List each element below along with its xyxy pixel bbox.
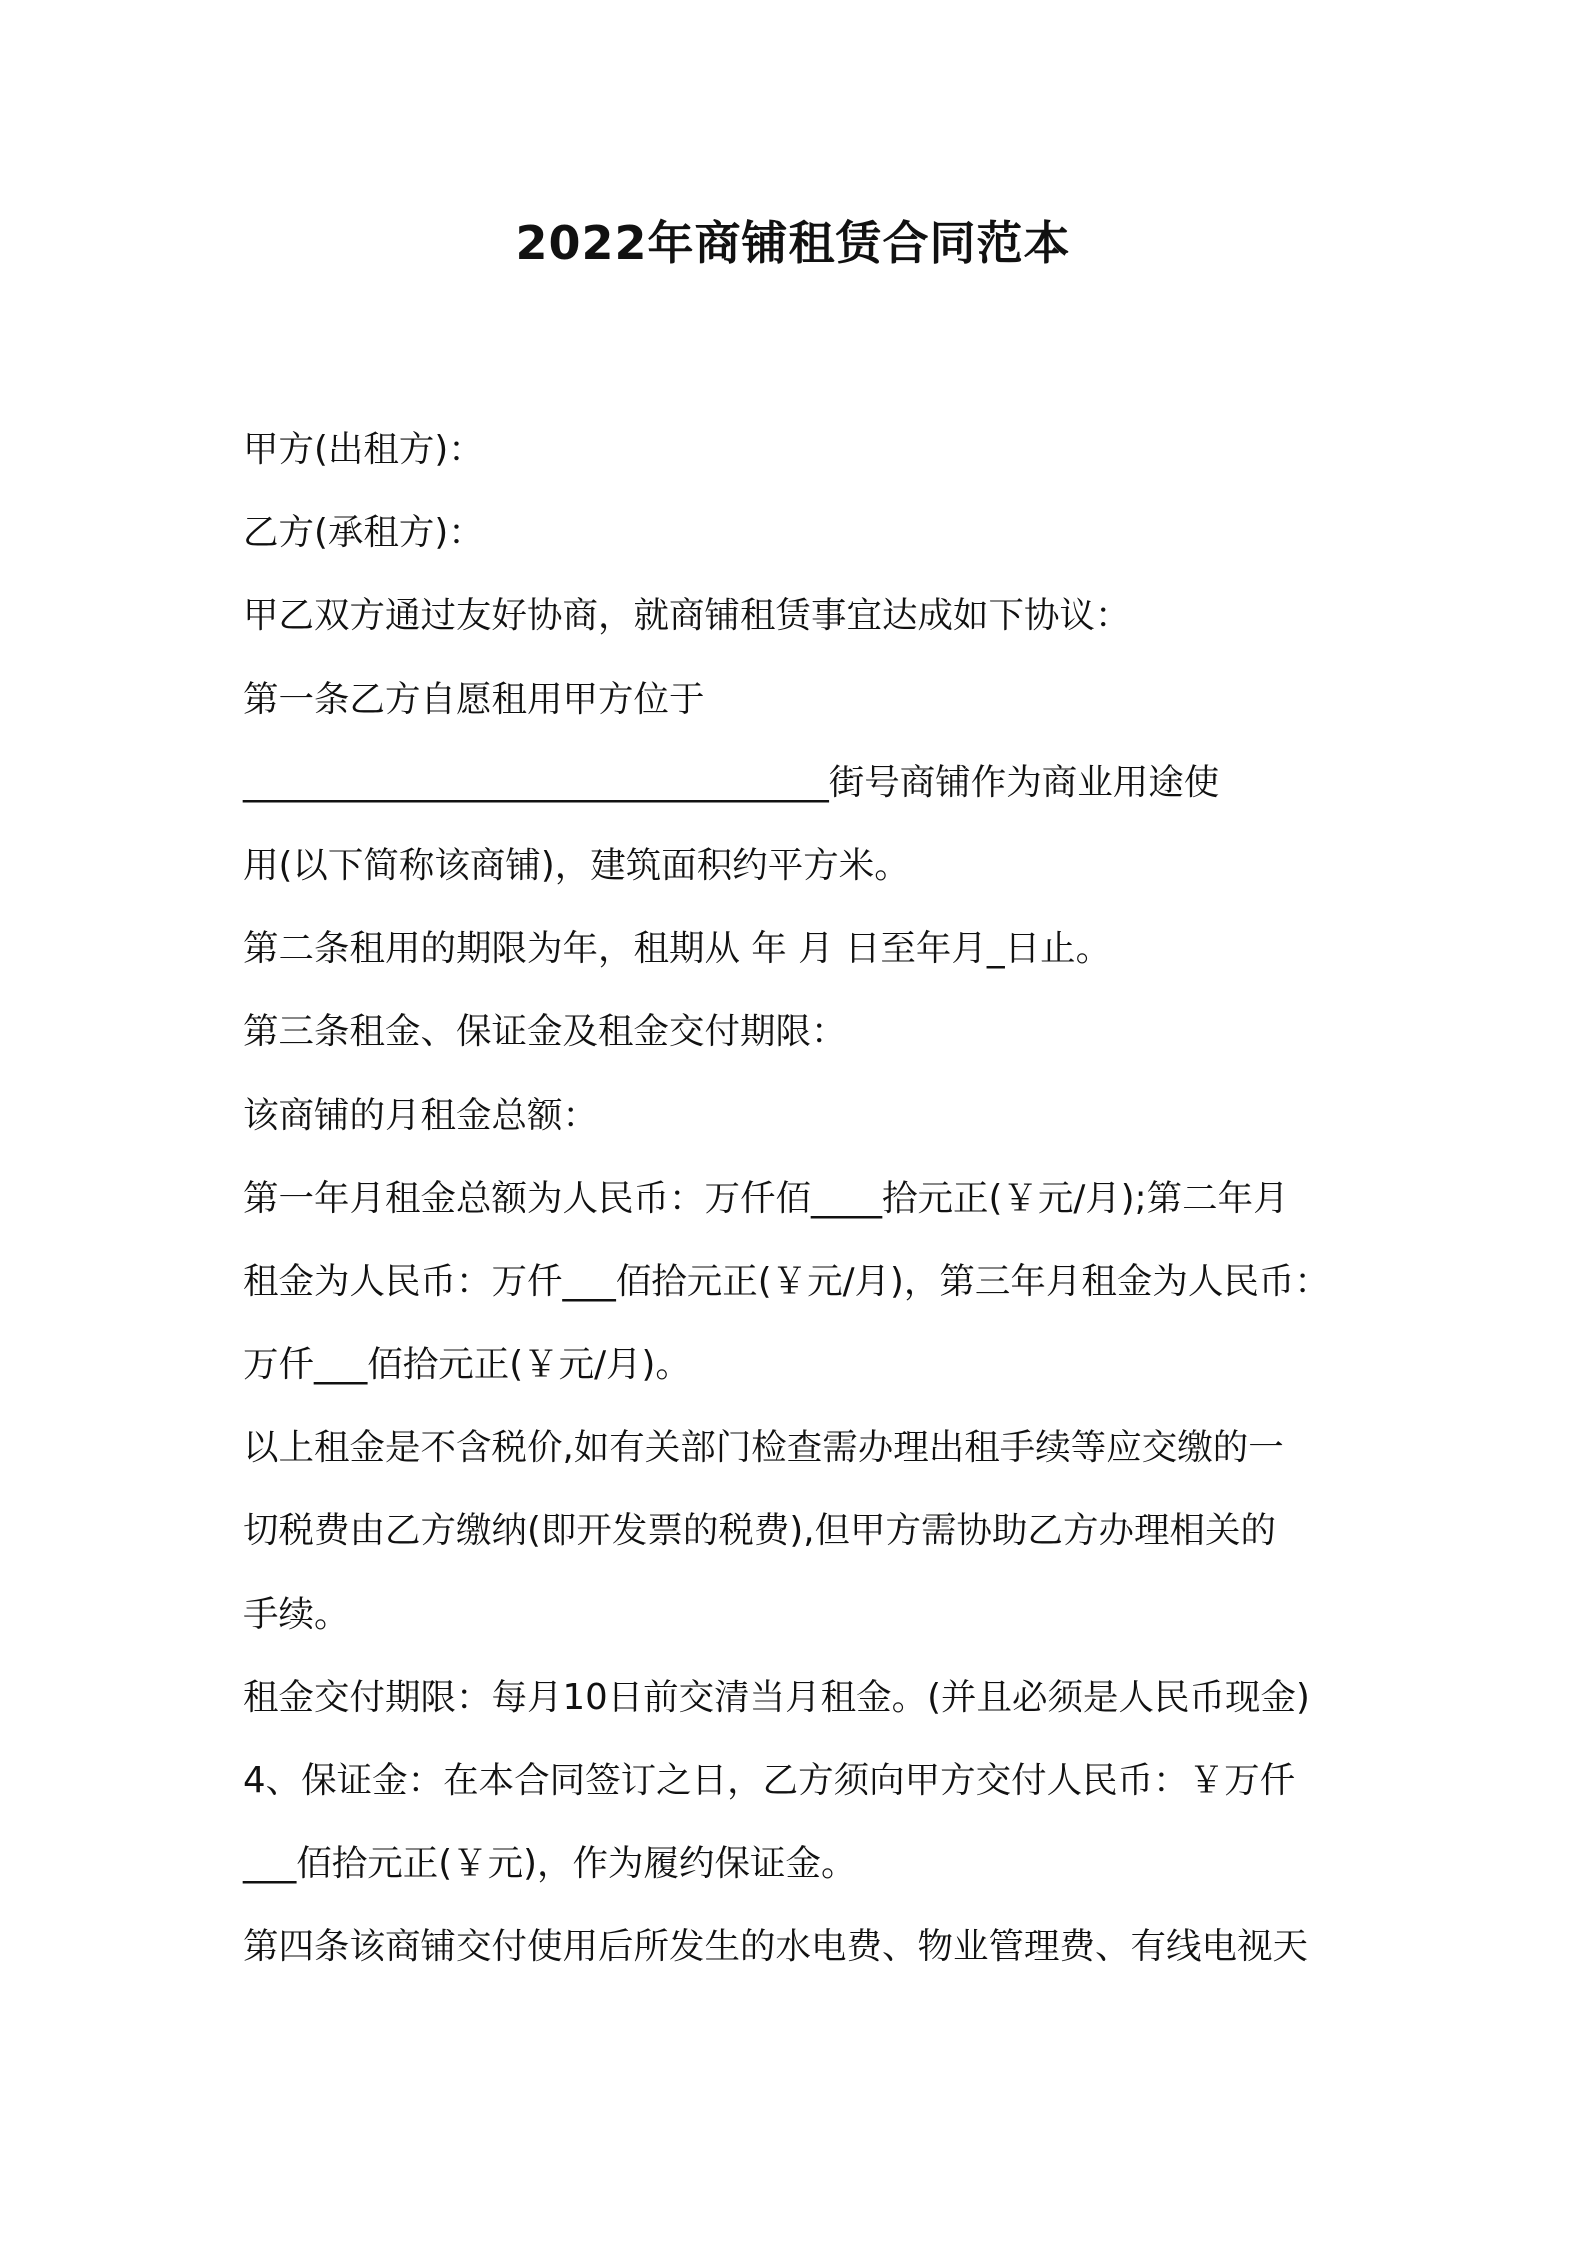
party-b-line: 乙方(承租方)： (243, 512, 484, 554)
document-title: 2022年商铺租赁合同范本 (515, 216, 1071, 270)
party-a-line: 甲方(出租方)： (243, 429, 484, 470)
article-1-line-3: 用(以下简称该商铺)，建筑面积约平方米。 (243, 844, 910, 886)
article-4-line: 第四条该商铺交付使用后所发生的水电费、物业管理费、有线电视天 (243, 1926, 1309, 1968)
article-1-line-2: _________________________________街号商铺作为商业用途使 (243, 761, 1220, 803)
article-3-heading: 第三条租金、保证金及租金交付期限： (243, 1011, 847, 1053)
document-body (243, 408, 1363, 1989)
rent-line-3: 万仟___佰拾元正(￥元/月)。 (243, 1344, 691, 1386)
article-1-line-1: 第一条乙方自愿租用甲方位于 (243, 678, 705, 720)
deposit-line-1: 4、保证金：在本合同签订之日，乙方须向甲方交付人民币：￥万仟 (243, 1760, 1296, 1801)
rent-line-1: 第一年月租金总额为人民币：万仟佰____拾元正(￥元/月);第二年月 (243, 1177, 1289, 1219)
rent-line-2: 租金为人民币：万仟___佰拾元正(￥元/月)，第三年月租金为人民币： (243, 1260, 1330, 1302)
monthly-rent-heading: 该商铺的月租金总额： (243, 1094, 599, 1136)
tax-line-2: 切税费由乙方缴纳(即开发票的税费),但甲方需协助乙方办理相关的 (243, 1510, 1276, 1552)
agreement-intro: 甲乙双方通过友好协商，就商铺租赁事宜达成如下协议： (243, 595, 1131, 637)
tax-line-3: 手续。 (243, 1593, 350, 1635)
deposit-line-2: ___佰拾元正(￥元)，作为履约保证金。 (243, 1843, 857, 1885)
article-2-line: 第二条租用的期限为年，租期从 年 月 日至年月_日止。 (243, 928, 1112, 970)
tax-line-1: 以上租金是不含税价,如有关部门检查需办理出租手续等应交缴的一 (243, 1427, 1284, 1469)
payment-deadline-line: 租金交付期限：每月10日前交清当月租金。(并且必须是人民币现金) (243, 1676, 1310, 1718)
